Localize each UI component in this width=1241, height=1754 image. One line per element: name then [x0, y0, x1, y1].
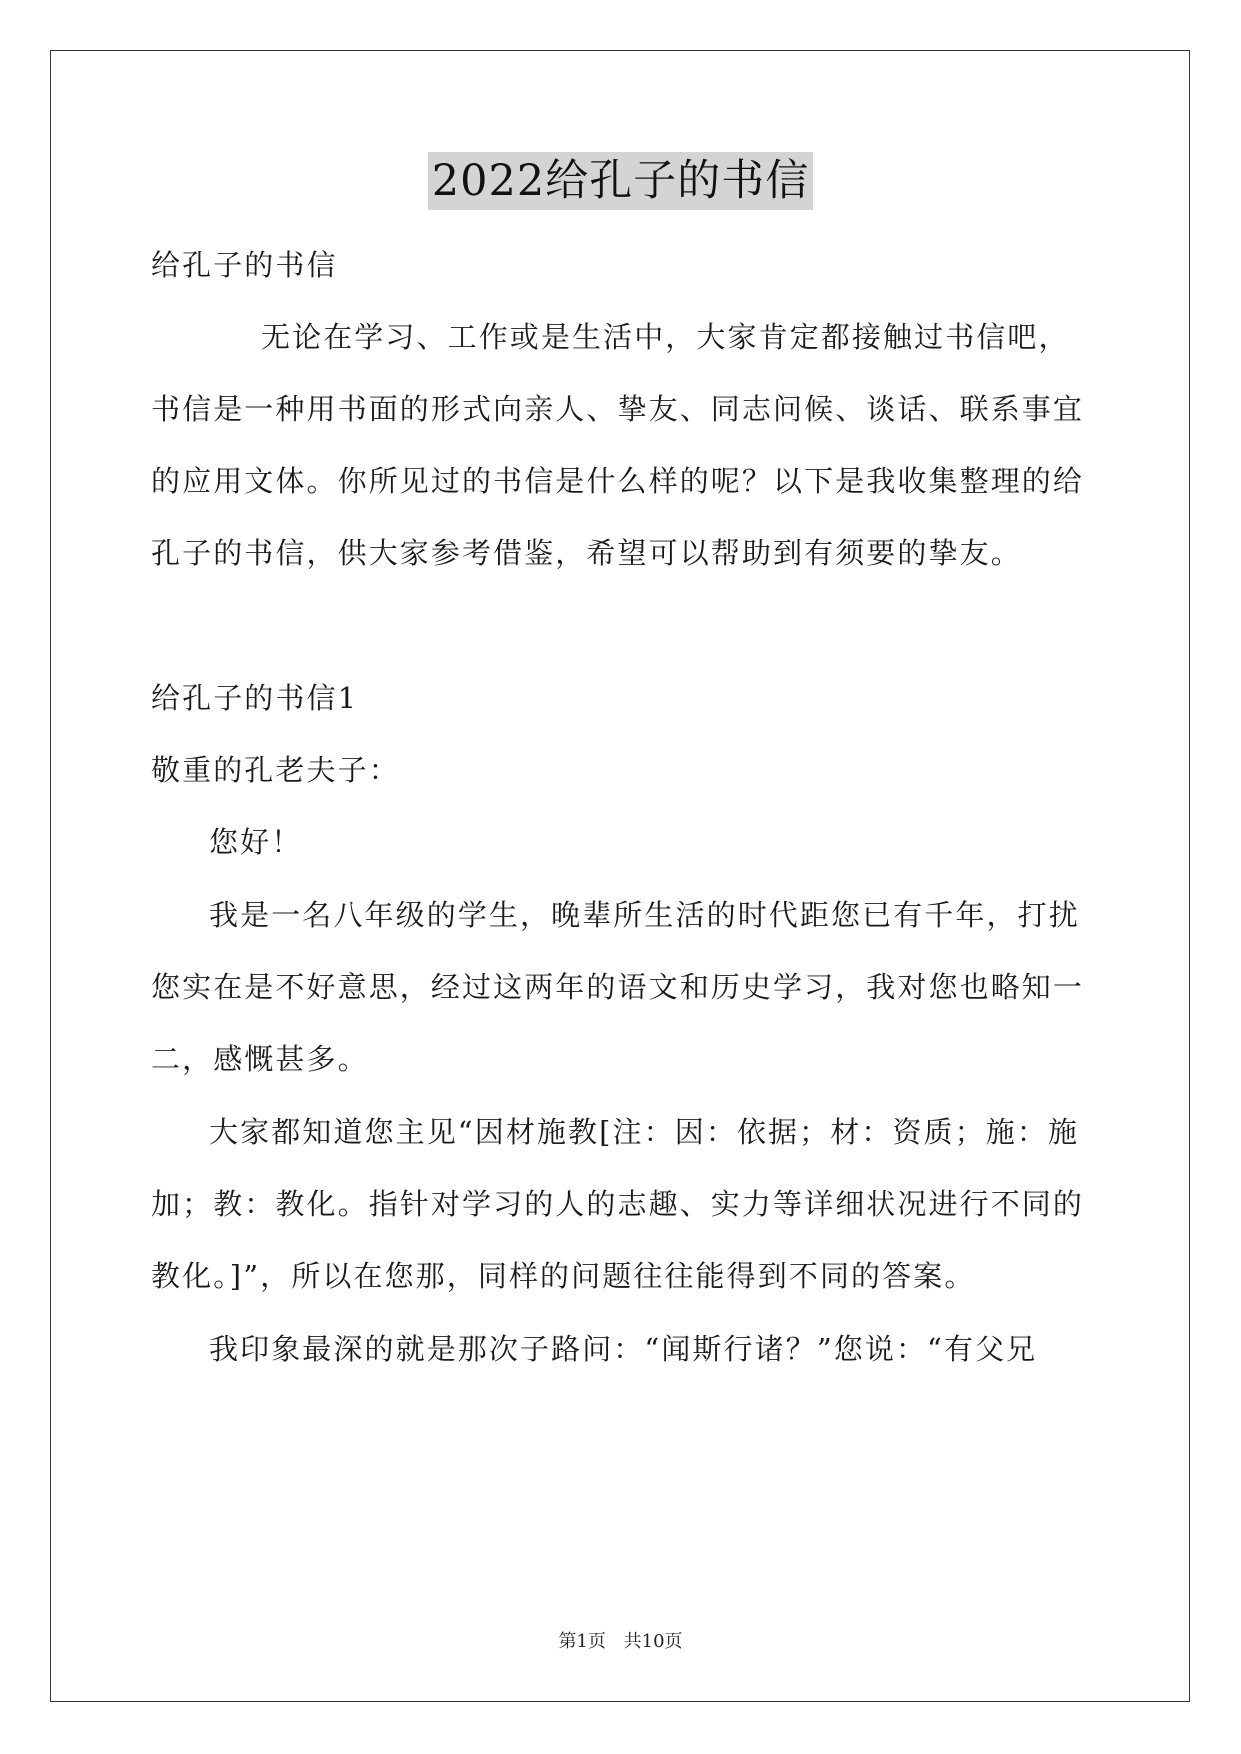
body-line-5: 加；教：教化。指针对学习的人的志趣、实力等详细状况进行不同的 [151, 1187, 1085, 1221]
body-line-2: 您实在是不好意思，经过这两年的语文和历史学习，我对您也略知一 [151, 970, 1085, 1004]
intro-line-2: 书信是一种用书面的形式向亲人、挚友、同志问候、谈话、联系事宜 [151, 392, 1085, 426]
page-total: 共10页 [623, 1631, 683, 1652]
body-line-7: 我印象最深的就是那次子路问：“闻斯行诸？”您说：“有父兄 [209, 1332, 1038, 1366]
body-line-1: 我是一名八年级的学生，晚辈所生活的时代距您已有千年，打扰 [209, 898, 1080, 932]
body-line-4: 大家都知道您主见“因材施教[注：因：依据；材：资质；施：施 [209, 1115, 1080, 1149]
salutation-line: 敬重的孔老夫子： [151, 753, 400, 787]
page-number: 第1页 [558, 1631, 606, 1652]
section-heading: 给孔子的书信1 [151, 681, 359, 715]
document-title: 2022给孔子的书信 [428, 152, 813, 210]
greeting-line: 您好！ [209, 825, 303, 859]
intro-line-1: 无论在学习、工作或是生活中，大家肯定都接触过书信吧， [261, 320, 1070, 354]
title-container [0, 152, 1241, 210]
body-line-3: 二，感慨甚多。 [151, 1042, 369, 1076]
page-border [50, 50, 1190, 1702]
page-footer [0, 1630, 1241, 1654]
body-line-6: 教化。]”，所以在您那，同样的问题往往能得到不同的答案。 [151, 1259, 976, 1293]
intro-line-4: 孔子的书信，供大家参考借鉴，希望可以帮助到有须要的挚友。 [151, 536, 1022, 570]
intro-line-3: 的应用文体。你所见过的书信是什么样的呢？以下是我收集整理的给 [151, 464, 1085, 498]
subtitle-line: 给孔子的书信 [151, 248, 338, 282]
